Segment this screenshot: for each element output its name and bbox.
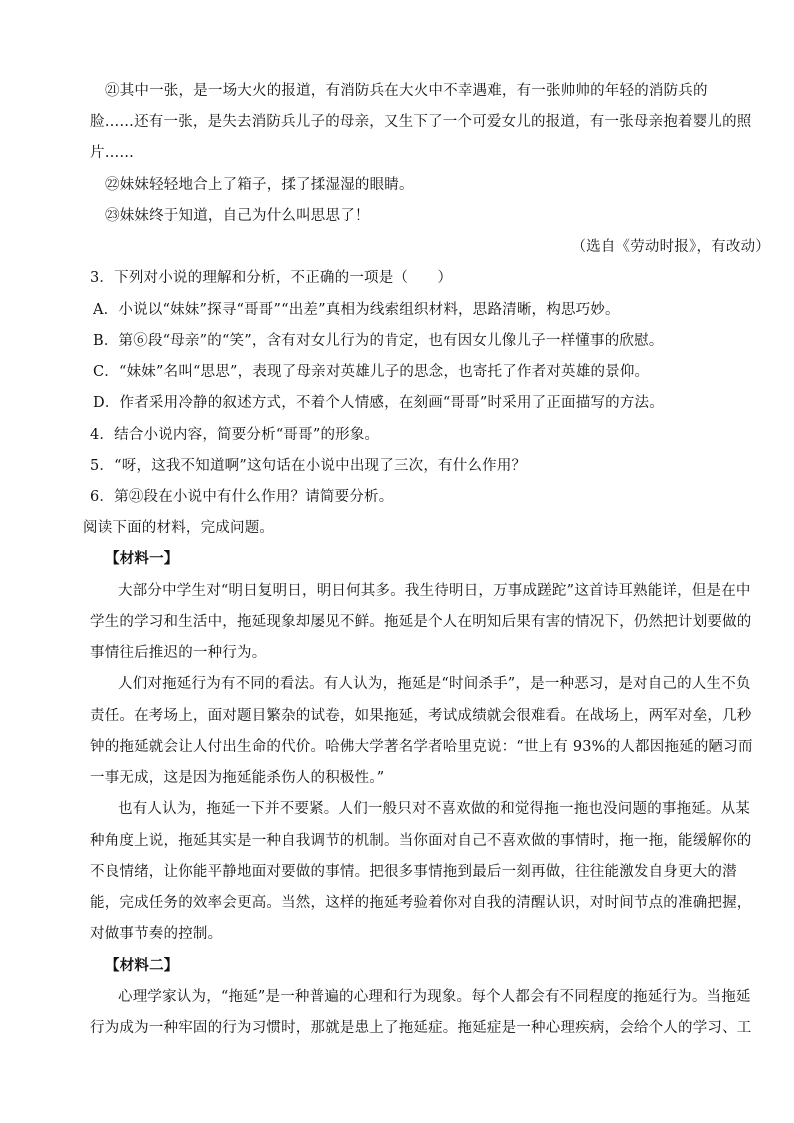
story-paragraph-22: ㉒妹妹轻轻地合上了箱子，揉了揉湿湿的眼睛。 [105, 177, 414, 193]
material-1-paragraph-3-line-1: 也有人认为，拖延一下并不要紧。人们一般只对不喜欢做的和觉得拖一拖也没问题的事拖延。从某 [118, 801, 751, 817]
question-3-option-a: A．小说以“妹妹”探寻“哥哥”“出差”真相为线索组织材料，思路清晰，构思巧妙。 [93, 302, 620, 318]
material-1-paragraph-1-line-2: 学生的学习和生活中，拖延现象却屡见不鲜。拖延是个人在明知后果有害的情况下，仍然把计划要做的 [90, 614, 752, 630]
question-3-option-c: C．“妹妹”名叫“思思”，表现了母亲对英雄儿子的思念，也寄托了作者对英雄的景仰。 [93, 364, 650, 380]
question-3-option-b: B．第⑥段“母亲”的“笑”，含有对女儿行为的肯定，也有因女儿像儿子一样懂事的欣慰。 [93, 333, 664, 349]
question-5: 5．“呀，这我不知道啊”这句话在小说中出现了三次，有什么作用？ [90, 458, 527, 474]
material-2-heading: 【材料二】 [105, 957, 179, 974]
story-paragraph-21-line-2: 脸……还有一张，是失去消防兵儿子的母亲，又生下了一个可爱女儿的报道，有一张母亲抱着婴儿的照 [90, 114, 752, 130]
material-1-paragraph-3-line-3: 不良情绪，让你能平静地面对要做的事情。把很多事情拖到最后一刻再做，往往能激发自身更大的潜 [90, 864, 737, 880]
material-1-paragraph-2-line-3: 钟的拖延就会让人付出生命的代价。哈佛大学著名学者哈里克说：“世上有 93%的人都因拖延的陋习而 [90, 739, 753, 755]
story-paragraph-23: ㉓妹妹终于知道，自己为什么叫思思了！ [105, 208, 370, 224]
question-3-option-d: D．作者采用冷静的叙述方式，不着个人情感，在刻画“哥哥”时采用了正面描写的方法。 [93, 395, 664, 411]
story-paragraph-21-line-1: ㉑其中一张，是一场大火的报道，有消防兵在大火中不幸遇难，有一张帅帅的年轻的消防兵的 [105, 83, 708, 99]
material-1-paragraph-3-line-5: 对做事节奏的控制。 [90, 926, 223, 942]
material-1-paragraph-2-line-1: 人们对拖延行为有不同的看法。有人认为，拖延是“时间杀手”，是一种恶习，是对自己的人生不负 [118, 676, 751, 692]
story-paragraph-21-line-3: 片…… [90, 145, 135, 161]
material-1-paragraph-3-line-2: 种角度上说，拖延其实是一种自我调节的机制。当你面对自己不喜欢做的事情时，拖一拖，能缓解你的 [90, 833, 752, 849]
material-1-paragraph-3-line-4: 能，完成任务的效率会更高。当然，这样的拖延考验着你对自我的清醒认识，对时间节点的准确把握， [90, 895, 752, 911]
source-citation: （选自《劳动时报》，有改动） [571, 239, 770, 255]
material-1-paragraph-2-line-4: 一事无成，这是因为拖延能杀伤人的积极性。” [90, 770, 385, 786]
question-6: 6．第㉑段在小说中有什么作用？请简要分析。 [90, 489, 394, 505]
material-2-paragraph-1-line-1: 心理学家认为，“拖延”是一种普遍的心理和行为现象。每个人都会有不同程度的拖延行为。当拖延 [118, 989, 751, 1005]
material-1-paragraph-1-line-3: 事情往后推迟的一种行为。 [90, 645, 267, 661]
question-4: 4．结合小说内容，简要分析“哥哥”的形象。 [90, 427, 380, 443]
reading-instruction: 阅读下面的材料，完成问题。 [83, 520, 275, 536]
material-1-paragraph-1-line-1: 大部分中学生对“明日复明日，明日何其多。我生待明日，万事成蹉跎”这首诗耳熟能详，但是在中 [118, 583, 751, 599]
material-2-paragraph-1-line-2: 行为成为一种牢固的行为习惯时，那就是患上了拖延症。拖延症是一种心理疾病，会给个人的学习、工 [90, 1020, 752, 1036]
material-1-heading: 【材料一】 [105, 550, 179, 567]
question-3-stem: 3．下列对小说的理解和分析，不正确的一项是（ ） [90, 270, 453, 286]
material-1-paragraph-2-line-2: 责任。在考场上，面对题目繁杂的试卷，如果拖延，考试成绩就会很难看。在战场上，两军对垒，几秒 [90, 708, 752, 724]
